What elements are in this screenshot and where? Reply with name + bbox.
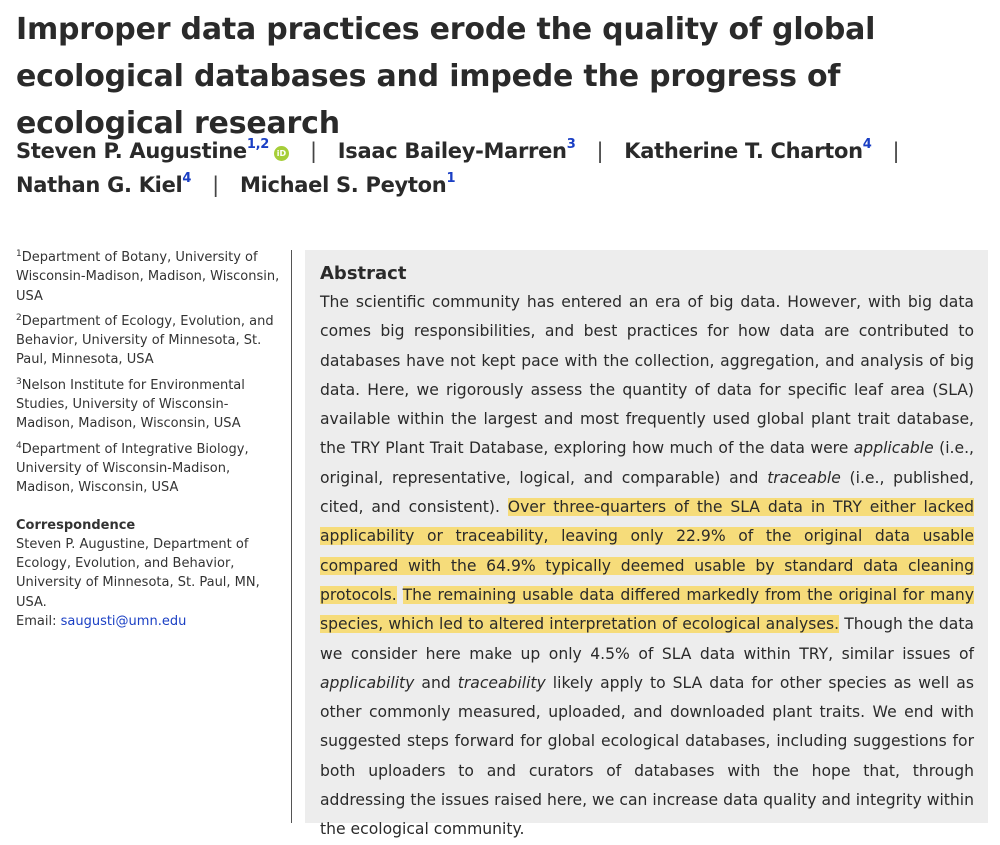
affiliation-number: 2 — [16, 312, 22, 323]
affiliation-text: Department of Ecology, Evolution, and Behavior, University of Minnesota, St. Paul, Minnesota, USA — [16, 313, 274, 368]
abstract-segment: and — [414, 673, 458, 692]
author-name: Michael S. Peyton — [239, 173, 447, 197]
author-affiliation-sup[interactable]: 3 — [566, 137, 576, 152]
abstract-box — [305, 250, 988, 839]
affiliation-text: Department of Botany, University of Wisconsin-Madison, Madison, Wisconsin, USA — [16, 250, 280, 304]
affiliation-item — [16, 440, 282, 498]
author-affiliation-sup[interactable]: 4 — [182, 171, 192, 186]
correspondence-heading: Correspondence — [16, 517, 136, 533]
abstract-heading: Abstract — [320, 263, 407, 284]
author-affiliation-sup[interactable]: 1 — [446, 171, 456, 186]
author-name: Steven P. Augustine — [16, 139, 247, 163]
author-name: Nathan G. Kiel — [16, 173, 183, 197]
author-affiliation-sup[interactable]: 4 — [862, 137, 872, 152]
affiliation-item — [16, 312, 282, 370]
abstract-segment: (i.e., published, cited, and consistent). — [320, 468, 974, 517]
orcid-icon[interactable]: iD — [274, 146, 289, 161]
author-separator: | — [892, 139, 900, 163]
abstract-text — [320, 288, 974, 845]
author-separator: | — [310, 139, 317, 163]
affiliation-number: 3 — [16, 376, 22, 387]
author-separator: | — [212, 173, 219, 197]
abstract-segment: likely apply to SLA data for other species as well as other commonly measured, uploaded, and downloaded plant traits. We end with suggested steps forward for global ecological databases, including suggestions for both uploaders to and curators of databases with the hope that, through addressing the issues raised here, we can increase data quality and integrity within the ecological community. — [320, 673, 974, 839]
abstract-segment — [397, 586, 403, 604]
abstract-highlight: Over three-quarters of the SLA data in TRY either lacked applicability or traceability, leaving only 22.9% of the original data usable compared with the 64.9% typically deemed usable by standard data cleaning protocols. — [320, 498, 974, 604]
abstract-segment: The scientific community has entered an era of big data. However, with big data comes big responsibilities, and best practices for how data are contributed to databases have not kept pace with the collection, aggregation, and analysis of big data. Here, we rigorously assess the quantity of data for specific leaf area (SLA) available within the largest and most frequently used global plant trait database, the TRY Plant Trait Database, exploring how much of the data were — [320, 293, 974, 458]
author-name: Katherine T. Charton — [624, 139, 863, 163]
paper-title: Improper data practices erode the quality of global ecological databases and impede the progress of ecological research — [16, 12, 876, 141]
affiliation-number: 1 — [16, 249, 22, 259]
affiliation-number: 4 — [16, 440, 22, 451]
author-separator: | — [596, 139, 604, 163]
abstract-highlight: The remaining usable data differed markedly from the original for many species, which led to altered interpretation of ecological analyses. — [320, 585, 974, 634]
correspondence-email — [16, 612, 282, 631]
abstract-segment: (i.e., original, representative, logical, and comparable) and — [320, 439, 974, 487]
abstract-segment: Though the data we consider here make up only 4.5% of SLA data within TRY, similar issues of — [320, 615, 974, 663]
abstract-emphasis: applicability — [320, 673, 415, 692]
email-label: Email: — [16, 614, 57, 630]
affiliation-item — [16, 376, 282, 434]
author-name: Isaac Bailey-Marren — [337, 139, 567, 163]
column-divider — [291, 250, 292, 823]
email-link[interactable]: saugusti@umn.edu — [60, 614, 187, 630]
abstract-emphasis: traceability — [457, 673, 546, 692]
abstract-emphasis: applicable — [853, 439, 934, 458]
author-list — [16, 134, 976, 202]
author-affiliation-sup[interactable]: 1,2 — [246, 137, 269, 152]
affiliation-text: Department of Integrative Biology, University of Wisconsin-Madison, Madison, Wisconsin, USA — [16, 441, 249, 496]
affiliation-item — [16, 248, 282, 306]
affiliations-sidebar — [16, 248, 282, 631]
correspondence-text: Steven P. Augustine, Department of Ecology, Evolution, and Behavior, University of Minnesota, St. Paul, MN, USA. — [16, 536, 260, 610]
affiliation-text: Nelson Institute for Environmental Studies, University of Wisconsin-Madison, Madison, Wisconsin, USA — [16, 377, 245, 432]
abstract-emphasis: traceable — [767, 468, 841, 487]
